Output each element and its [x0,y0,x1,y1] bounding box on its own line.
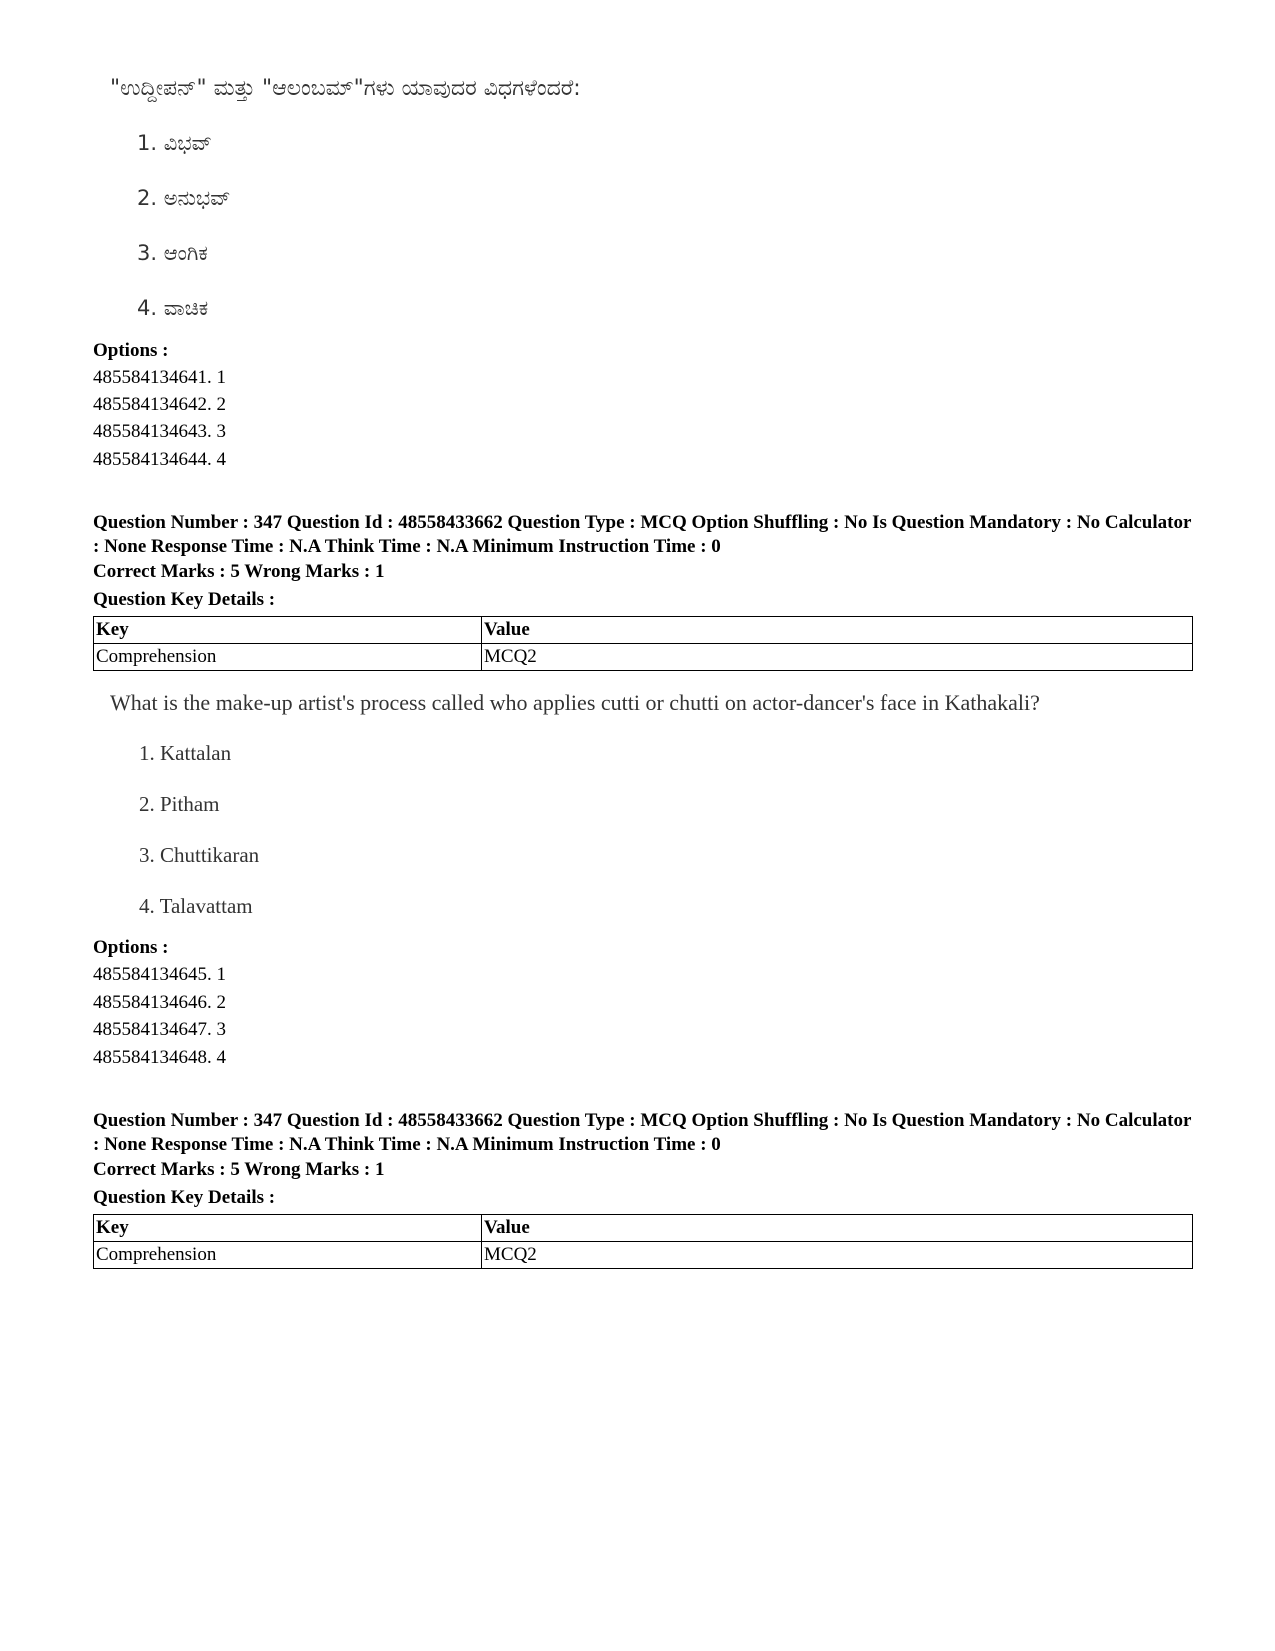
option-line: 485584134646. 2 [93,992,226,1013]
marks-line: Correct Marks : 5 Wrong Marks : 1 [93,561,385,582]
option-line: 485584134645. 1 [93,964,226,985]
option-line: 485584134641. 1 [93,367,226,388]
choice-item: 3. Chuttikaran [139,843,260,867]
table-header-key: Key [94,617,482,644]
choice-item: 1. Kattalan [139,741,232,765]
table-header-row [94,617,1193,644]
question-metadata: Question Number : 347 Question Id : 48558433662 Question Type : MCQ Option Shuffling : No Is Question Mandatory : No Calculator : None Response Time : N.A Think Time : N.A Minimum Instruction Time : 0 [93,512,1192,557]
key-details-label: Question Key Details : [93,589,276,610]
question-key-table [93,1214,1193,1269]
table-row [94,1242,1193,1269]
question-metadata: Question Number : 347 Question Id : 48558433662 Question Type : MCQ Option Shuffling : No Is Question Mandatory : No Calculator : None Response Time : N.A Think Time : N.A Minimum Instruction Time : 0 [93,1110,1192,1155]
table-header-value: Value [482,617,1193,644]
question-text-kannada: "ಉದ್ದೀಪನ್" ಮತ್ತು "ಆಲಂಬಮ್"ಗಳು ಯಾವುದರ ವಿಧಗಳೆಂದರೆ: [110,76,581,101]
table-header-value: Value [482,1215,1193,1242]
table-row [94,644,1193,671]
question-key-table [93,616,1193,671]
table-cell-key: Comprehension [94,1242,482,1269]
table-header-key: Key [94,1215,482,1242]
marks-line: Correct Marks : 5 Wrong Marks : 1 [93,1159,385,1180]
table-header-row [94,1215,1193,1242]
key-details-label: Question Key Details : [93,1187,276,1208]
choice-item: 2. ಅನುಭವ್ [137,186,231,210]
choice-item: 2. Pitham [139,792,220,816]
table-cell-key: Comprehension [94,644,482,671]
option-line: 485584134643. 3 [93,421,226,442]
question-text-english: What is the make-up artist's process called who applies cutti or chutti on actor-dancer's face in Kathakali? [110,690,1040,715]
choice-item: 4. Talavattam [139,894,253,918]
choice-item: 4. ವಾಚಿಕ [137,296,209,320]
options-label: Options : [93,937,169,958]
option-line: 485584134648. 4 [93,1047,226,1068]
table-cell-value: MCQ2 [482,644,1193,671]
option-line: 485584134644. 4 [93,449,226,470]
option-line: 485584134647. 3 [93,1019,226,1040]
choice-item: 1. ವಿಭವ್ [137,131,212,155]
options-label: Options : [93,340,169,361]
table-cell-value: MCQ2 [482,1242,1193,1269]
choice-item: 3. ಆಂಗಿಕ [137,241,208,265]
option-line: 485584134642. 2 [93,394,226,415]
